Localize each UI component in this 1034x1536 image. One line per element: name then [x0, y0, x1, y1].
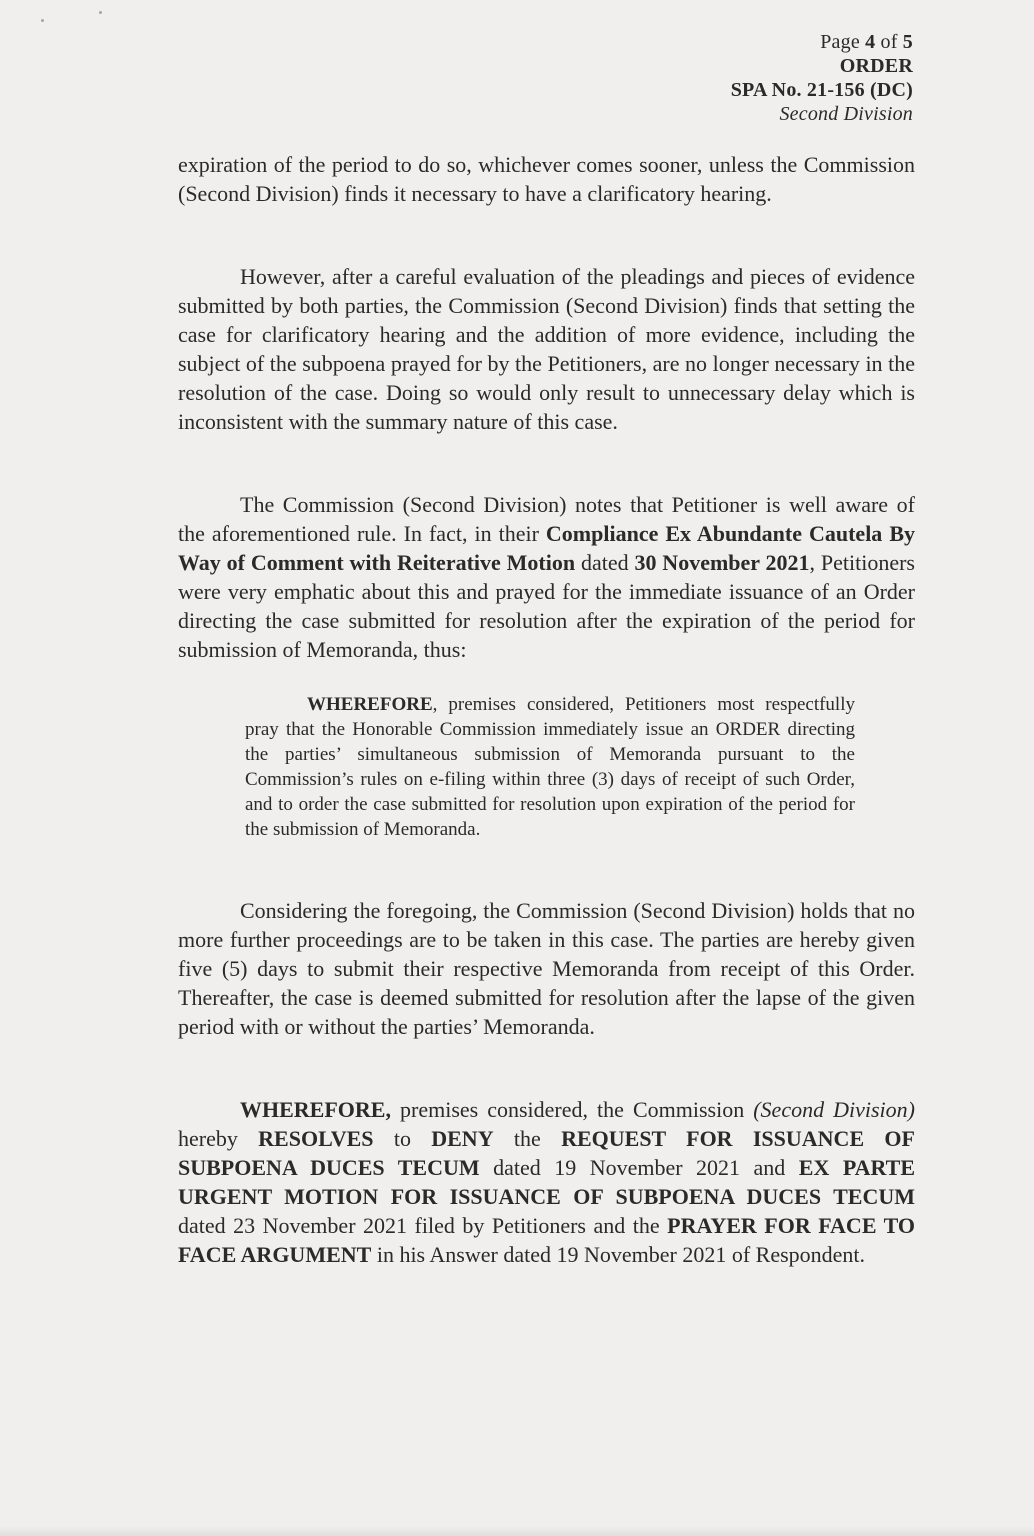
text-run: dated 19 November 2021 and: [479, 1155, 799, 1180]
text-run: of: [875, 31, 903, 53]
bold-text: REQUEST FOR ISSUANCE OF SUBPOENA DUCES TECUM: [178, 1126, 915, 1180]
bold-text: WHEREFORE: [307, 694, 433, 715]
bold-text: 5: [902, 31, 913, 53]
body-paragraph: [178, 896, 915, 1041]
bold-text: EX PARTE URGENT MOTION FOR ISSUANCE OF SUBPOENA DUCES TECUM: [178, 1155, 915, 1209]
text-run: However, after a careful evaluation of the pleadings and pieces of evidence submitted by both parties, the Commission (Second Division) finds that setting the case for clarificatory hearing and the addition of more evidence, including the subject of the subpoena prayed for by the Petitioners, are no longer necessary in the resolution of the case. Doing so would only result to unnecessary delay which is inconsistent with the summary nature of this case.: [178, 264, 915, 434]
body-paragraph: [178, 1095, 915, 1269]
text-run: the: [493, 1126, 562, 1151]
header-page-number: [731, 30, 913, 54]
document-body: [178, 150, 915, 1269]
bold-text: DENY: [431, 1126, 494, 1151]
text-run: dated 23 November 2021 filed by Petitioners and the: [178, 1213, 668, 1238]
text-run: The Commission (Second Division) notes that Petitioner is well aware of the aforementioned rule. In fact, in their: [178, 492, 915, 546]
body-paragraph: [178, 262, 915, 436]
bold-text: 30 November 2021: [634, 550, 810, 575]
header-document-type: [731, 54, 913, 78]
text-run: expiration of the period to do so, whichever comes sooner, unless the Commission (Second Division) finds it necessary to have a clarificatory hearing.: [178, 152, 915, 206]
text-run: hereby: [178, 1126, 259, 1151]
text-run: dated: [575, 550, 635, 575]
text-run: , premises considered, Petitioners most respectfully pray that the Honorable Commission immediately issue an ORDER directing the parties’ simultaneous submission of Memoranda pursuant to the Commission’s rules on e-filing within three (3) days of receipt of such Order, and to order the case submitted for resolution upon expiration of the period for the submission of Memoranda.: [245, 694, 855, 840]
text-run: premises considered, the Commission: [390, 1097, 754, 1122]
bold-text: 4: [865, 31, 876, 53]
italic-text: (Second Division): [753, 1097, 915, 1122]
body-paragraph: [178, 490, 915, 664]
scan-speck: [99, 11, 102, 14]
header-division: [731, 102, 913, 126]
bold-text: RESOLVES: [258, 1126, 374, 1151]
body-paragraph: [178, 150, 915, 208]
scan-speck: [41, 19, 44, 22]
italic-text: Second Division: [779, 103, 913, 125]
text-run: to: [373, 1126, 432, 1151]
document-header: [731, 30, 913, 126]
quoted-prayer-paragraph: [245, 692, 855, 842]
bold-text: SPA No. 21-156 (DC): [730, 79, 913, 101]
text-run: in his Answer dated 19 November 2021 of Respondent.: [371, 1242, 866, 1267]
text-run: Considering the foregoing, the Commission (Second Division) holds that no more further proceedings are to be taken in this case. The parties are hereby given five (5) days to submit their respective Memoranda from receipt of this Order. Thereafter, the case is deemed submitted for resolution after the lapse of the given period with or without the parties’ Memoranda.: [178, 898, 915, 1039]
bold-text: PRAYER FOR FACE TO FACE ARGUMENT: [178, 1213, 915, 1267]
header-case-number: [731, 78, 913, 102]
bold-text: ORDER: [839, 55, 913, 77]
bold-text: Compliance Ex Abundante Cautela By Way of Comment with Reiterative Motion: [178, 521, 915, 575]
bold-text: WHEREFORE,: [240, 1097, 391, 1122]
text-run: Page: [820, 31, 866, 53]
text-run: , Petitioners were very emphatic about this and prayed for the immediate issuance of an Order directing the case submitted for resolution after the expiration of the period for submission of Memoranda, thus:: [178, 550, 915, 662]
